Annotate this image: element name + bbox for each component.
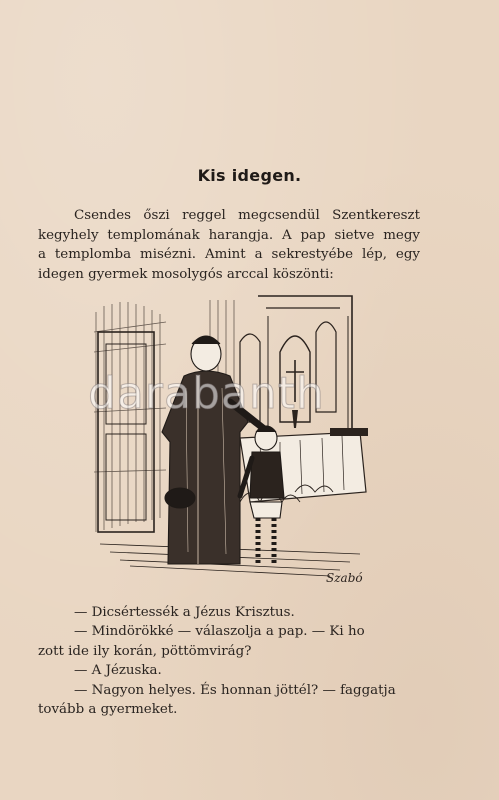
artist-signature: Szabó bbox=[326, 571, 363, 585]
paragraph-line: a templomba misézni. Amint a sekrestyébe lép, egy bbox=[38, 247, 420, 263]
paragraph-line: idegen gyermek mosolygós arccal köszönti: bbox=[38, 266, 334, 282]
intro-paragraph bbox=[38, 206, 420, 284]
watermark: darabanth bbox=[88, 368, 325, 419]
dialogue-line: — Mindörökké — válaszolja a pap. — Ki ho bbox=[74, 624, 365, 640]
dialogue-line: — A Jézuska. bbox=[74, 663, 162, 679]
dialogue-line: tovább a gyermeket. bbox=[38, 702, 178, 718]
chapter-title: Kis idegen. bbox=[197, 166, 302, 185]
dialogue-block bbox=[38, 603, 420, 719]
dialogue-line: zott ide ily korán, pöttömvirág? bbox=[38, 643, 252, 659]
paragraph-line: kegyhely templomának harangja. A pap sietve megy bbox=[38, 227, 420, 243]
paragraph-line: Csendes őszi reggel megcsendül Szentkereszt bbox=[74, 208, 420, 223]
dialogue-line: — Dicsértessék a Jézus Krisztus. bbox=[74, 605, 295, 620]
dialogue-line: — Nagyon helyes. És honnan jöttél? — faggatja bbox=[74, 682, 396, 698]
priest-and-child-illustration bbox=[90, 292, 380, 590]
